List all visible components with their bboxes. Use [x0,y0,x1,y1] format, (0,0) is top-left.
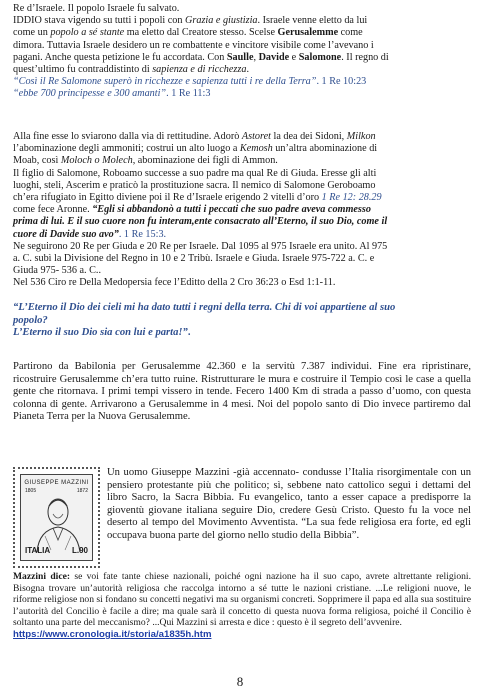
text-line: luoghi, steli, Ascerim e praticò la prostituzione sacra. Il nemico di Salomone Geroboamo [13,179,376,191]
page-number: 8 [236,674,244,689]
text-line: ch’era rifugiato in Egitto diviene poi il Re d’Israele erigendo 2 vitelli d’oro 1 Re 12: 28.29 [13,192,382,204]
text-line: Alla fine esse lo sviarono dalla via di rettitudine. Adorò Astoret la dea dei Sidoni, Milkon [13,131,376,142]
section-kingdom [13,3,389,101]
section-cyrus-quote [13,302,395,340]
text-line: IDDIO stava vigendo su tutti i popoli con Grazia e giustizia. Israele venne eletto da lui [13,15,368,27]
stamp-footer: ITALIA L.90 [25,546,88,556]
text-line: Ne seguirono 20 Re per Giuda e 20 Re per Israele. Dal 1095 al 975 Israele era unito. Al 975 [13,240,388,252]
text-line: Nel 536 Ciro re Della Medopersia fece l’Editto della 2 Cro 36:23 o Esd 1:1-11. [13,277,336,289]
text-line: Il figlio di Salomone, Roboamo successe a suo padre ma qual Re di Giuda. Eresse gli alti [13,167,377,179]
text-line: come un popolo a sé stante ma eletto dal Creatore stesso. Scelse Gerusalemme come [13,27,363,39]
text-line: L’Eterno il suo Dio sia con lui e parta!”. [13,327,191,339]
text-line: Giuda 975- 536 a. C.. [13,265,101,277]
stamp-name: GIUSEPPE MAZZINI [24,480,89,486]
mazzini-paragraph: Un uomo Giuseppe Mazzini -già accennato- condusse l’Italia risorgimentale con un pensiero protestante più che politico; sì, sebbene nato cattolico seguì i dettami del libro Sacro, la Sacra Bibbia. Fu evangelico, tanto a esser capace a predisporre la gioventù giovane italiana seguire Dio, credere Gesù Cristo. Questo fu la voce nel deserto al tempo del Movimento Avventista. “La sua fede religiosa era forte, ed egli occupava buona parte del giorno nello studio della Bibbia”. [107,467,471,541]
bible-quote: “Così il Re Salomone superò in ricchezze e sapienza tutti i re della Terra”. 1 Re 10:23 [13,76,367,88]
text-line: cuore di Davide suo avo”. 1 Re 15:3. [13,228,167,240]
section-return: Partirono da Babilonia per Gerusalemme 42.360 e la servitù 7.387 individui. Fine era ripristinare, ricostruire Gerusalemme ch’era tutto ruine. Ristrutturare le mura e costruire il Tempio così le case a quella gente che ritornava. I primi tempi vissero in tende. Fecero 1400 Km di strada a passo d’uomo, con questa colonna di gente. Arrivarono a Gerusalemme in 4 mesi. Noi del popolo santo di Dio invece partiremo dal Pianeta Terra per la Nuova Gerusalemme. [13,361,471,423]
mazzini-stamp-image [13,467,100,568]
text-line: l’abominazione degli ammoniti; costrui un alto luogo a Kemosh un’altra abominazione di [13,143,378,155]
text-line: Moab, così Moloch o Molech, abominazione dei figli di Ammon. [13,155,278,167]
cronologia-link[interactable]: https://www.cronologia.it/storia/a1835h.htm [13,628,212,640]
bible-quote: “ebbe 700 principesse e 300 amanti”. 1 Re 11:3 [13,88,211,100]
text-line: “L’Eterno il Dio dei cieli mi ha dato tutti i regni della terra. Chi di voi appartiene al suo [13,302,396,313]
portrait-icon [31,492,86,552]
text-line: come fece Aronne. “Egli si abbandonò a tutti i peccati che suo padre aveva commesso [13,204,371,216]
text-line: pagani. Anche questa petizione le fu accordata. Con Saulle, Davide e Salomone. Il regno di [13,51,389,63]
section-idolatry [13,131,387,290]
text-line: popolo? [13,314,48,326]
text-line: quest’ultimo fu contraddistinto di sapienza e di ricchezza. [13,64,249,76]
section-mazzini-quote: Mazzini dice: se voi fate tante chiese nazionali, poiché ogni nazione ha il suo capo, avrete altrettante religioni. Bisogna trovare un’autorità religiosa che raccolga intorno a sé tutte le nazioni cristiane. ...Le religioni nuove, le riforme religiose non si fondano su concetti negativi ma su organismi concreti. Sopprimere il papa ed alla sua sostituire l’autorità del Concilio è facile a dire; ma quale sarà il concetto di questa nuova forma religiosa, poiché il Concilio è soltanto una parte del meccanismo? ...Qui Mazzini si arresta e dice : questo è il segreto dell’avvenire. https://www.cronologia.it/storia/a1835h.htm [13,571,471,640]
stamp-years: 1805 1872 [25,488,88,494]
text-line: dimora. Tuttavia Israele desidero un re combattente e vincitore visibile come l’avevano i [13,39,374,51]
text-line: prima di lui. E il suo cuore non fu interam,ente consacrato all’Eterno, il suo Dio, come il [13,216,388,228]
text-line: a. C. subì la Divisione del Regno in 10 e 2 Tribù. Israele e Giuda. Israele 975-722 a. C. e [13,253,375,265]
section-mazzini [13,467,471,568]
text-line: Re d’Israele. Il popolo Israele fu salvato. [13,3,180,14]
